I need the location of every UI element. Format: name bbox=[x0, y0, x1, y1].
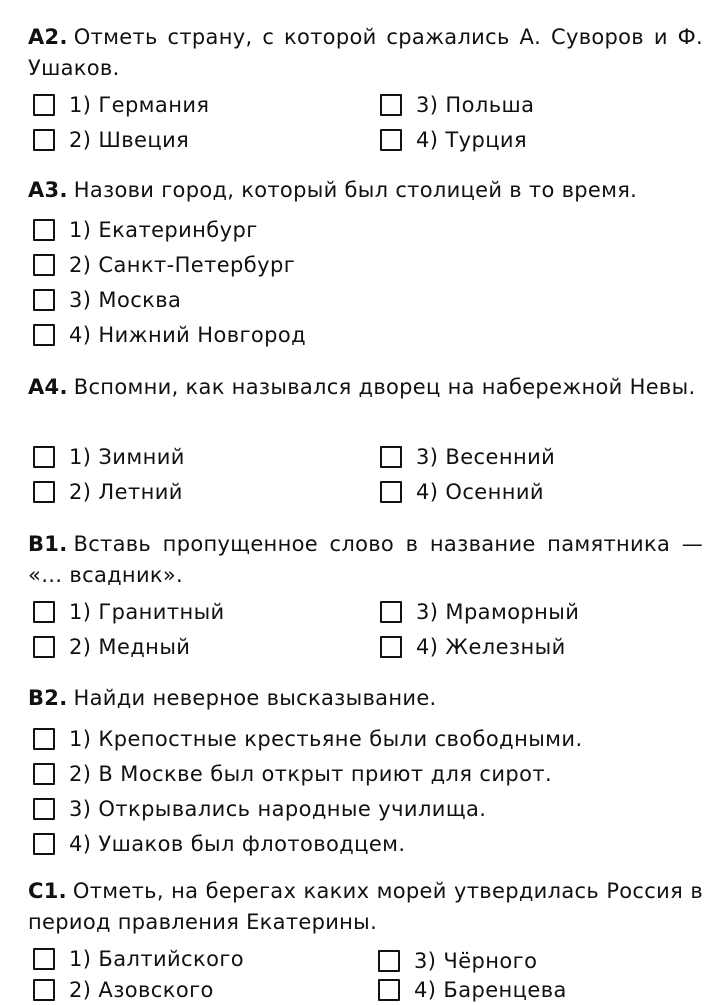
option-label: 3) Открывались народные училища. bbox=[69, 797, 487, 821]
option-label: 3) Весенний bbox=[416, 445, 556, 469]
question-text: B2. Найди неверное высказывание. bbox=[28, 686, 437, 710]
option-label: 3) Польша bbox=[416, 93, 535, 117]
answer-option[interactable] bbox=[380, 597, 579, 627]
checkbox[interactable] bbox=[33, 129, 55, 151]
answer-option[interactable] bbox=[33, 477, 183, 507]
answer-option[interactable] bbox=[33, 794, 486, 824]
option-label: 3) Мраморный bbox=[416, 600, 580, 624]
checkbox[interactable] bbox=[33, 833, 55, 855]
checkbox[interactable] bbox=[380, 129, 402, 151]
option-label: 1) Зимний bbox=[69, 445, 185, 469]
checkbox[interactable] bbox=[33, 763, 55, 785]
answer-option[interactable] bbox=[33, 944, 244, 974]
answer-option[interactable] bbox=[33, 632, 190, 662]
answer-option[interactable] bbox=[33, 975, 214, 1005]
checkbox[interactable] bbox=[33, 289, 55, 311]
answer-option[interactable] bbox=[378, 975, 567, 1005]
answer-option[interactable] bbox=[33, 125, 189, 155]
answer-option[interactable] bbox=[33, 724, 583, 754]
checkbox[interactable] bbox=[33, 324, 55, 346]
answer-option[interactable] bbox=[33, 90, 209, 120]
option-label: 2) Санкт-Петербург bbox=[69, 253, 296, 277]
option-label: 4) Баренцева bbox=[414, 978, 567, 1002]
question-number: A2. bbox=[28, 25, 68, 49]
option-label: 2) Швеция bbox=[69, 128, 190, 152]
option-label: 2) Азовского bbox=[69, 978, 214, 1002]
option-label: 1) Балтийского bbox=[69, 947, 245, 971]
checkbox[interactable] bbox=[380, 601, 402, 623]
checkbox[interactable] bbox=[380, 481, 402, 503]
checkbox[interactable] bbox=[33, 948, 55, 970]
option-label: 3) Москва bbox=[69, 288, 182, 312]
checkbox[interactable] bbox=[33, 728, 55, 750]
answer-option[interactable] bbox=[380, 442, 555, 472]
checkbox[interactable] bbox=[33, 798, 55, 820]
option-label: 1) Екатеринбург bbox=[69, 218, 258, 242]
question-text: A4. Вспомни, как назывался дворец на набережной Невы. bbox=[28, 375, 696, 399]
checkbox[interactable] bbox=[33, 254, 55, 276]
option-label: 4) Ушаков был флотоводцем. bbox=[69, 832, 406, 856]
checkbox[interactable] bbox=[378, 950, 400, 972]
question-text: B1. Вставь пропущенное слово в название памятника — «… всадник». bbox=[28, 532, 703, 587]
option-label: 2) Летний bbox=[69, 480, 183, 504]
checkbox[interactable] bbox=[33, 94, 55, 116]
checkbox[interactable] bbox=[33, 481, 55, 503]
option-label: 4) Железный bbox=[416, 635, 566, 659]
checkbox[interactable] bbox=[33, 601, 55, 623]
answer-option[interactable] bbox=[380, 90, 534, 120]
answer-option[interactable] bbox=[380, 632, 566, 662]
answer-option[interactable] bbox=[33, 250, 295, 280]
answer-option[interactable] bbox=[33, 759, 552, 789]
answer-option[interactable] bbox=[33, 215, 258, 245]
option-label: 2) В Москве был открыт приют для сирот. bbox=[69, 762, 553, 786]
question-number: A3. bbox=[28, 178, 68, 202]
checkbox[interactable] bbox=[380, 446, 402, 468]
option-label: 4) Турция bbox=[416, 128, 527, 152]
option-label: 2) Медный bbox=[69, 635, 191, 659]
question-number: B2. bbox=[28, 686, 68, 710]
checkbox[interactable] bbox=[33, 979, 55, 1001]
checkbox[interactable] bbox=[33, 636, 55, 658]
answer-option[interactable] bbox=[33, 285, 181, 315]
answer-option[interactable] bbox=[33, 597, 225, 627]
option-label: 3) Чёрного bbox=[414, 949, 538, 973]
question-number: A4. bbox=[28, 375, 68, 399]
answer-option[interactable] bbox=[378, 946, 537, 976]
checkbox[interactable] bbox=[33, 446, 55, 468]
answer-option[interactable] bbox=[33, 442, 185, 472]
option-label: 1) Гранитный bbox=[69, 600, 225, 624]
option-label: 4) Осенний bbox=[416, 480, 544, 504]
question-text: A3. Назови город, который был столицей в то время. bbox=[28, 178, 638, 202]
checkbox[interactable] bbox=[380, 636, 402, 658]
option-label: 4) Нижний Новгород bbox=[69, 323, 307, 347]
option-label: 1) Германия bbox=[69, 93, 210, 117]
question-text: A2. Отметь страну, с которой сражались А. Суворов и Ф. Ушаков. bbox=[28, 25, 703, 80]
question-number: B1. bbox=[28, 532, 68, 556]
answer-option[interactable] bbox=[33, 320, 306, 350]
checkbox[interactable] bbox=[33, 219, 55, 241]
question-number: C1. bbox=[28, 879, 67, 903]
question-text: C1. Отметь, на берегах каких морей утвердилась Россия в период правления Екатерины. bbox=[28, 879, 703, 934]
answer-option[interactable] bbox=[380, 477, 544, 507]
checkbox[interactable] bbox=[380, 94, 402, 116]
answer-option[interactable] bbox=[33, 829, 406, 859]
option-label: 1) Крепостные крестьяне были свободными. bbox=[69, 727, 583, 751]
checkbox[interactable] bbox=[378, 979, 400, 1001]
answer-option[interactable] bbox=[380, 125, 527, 155]
